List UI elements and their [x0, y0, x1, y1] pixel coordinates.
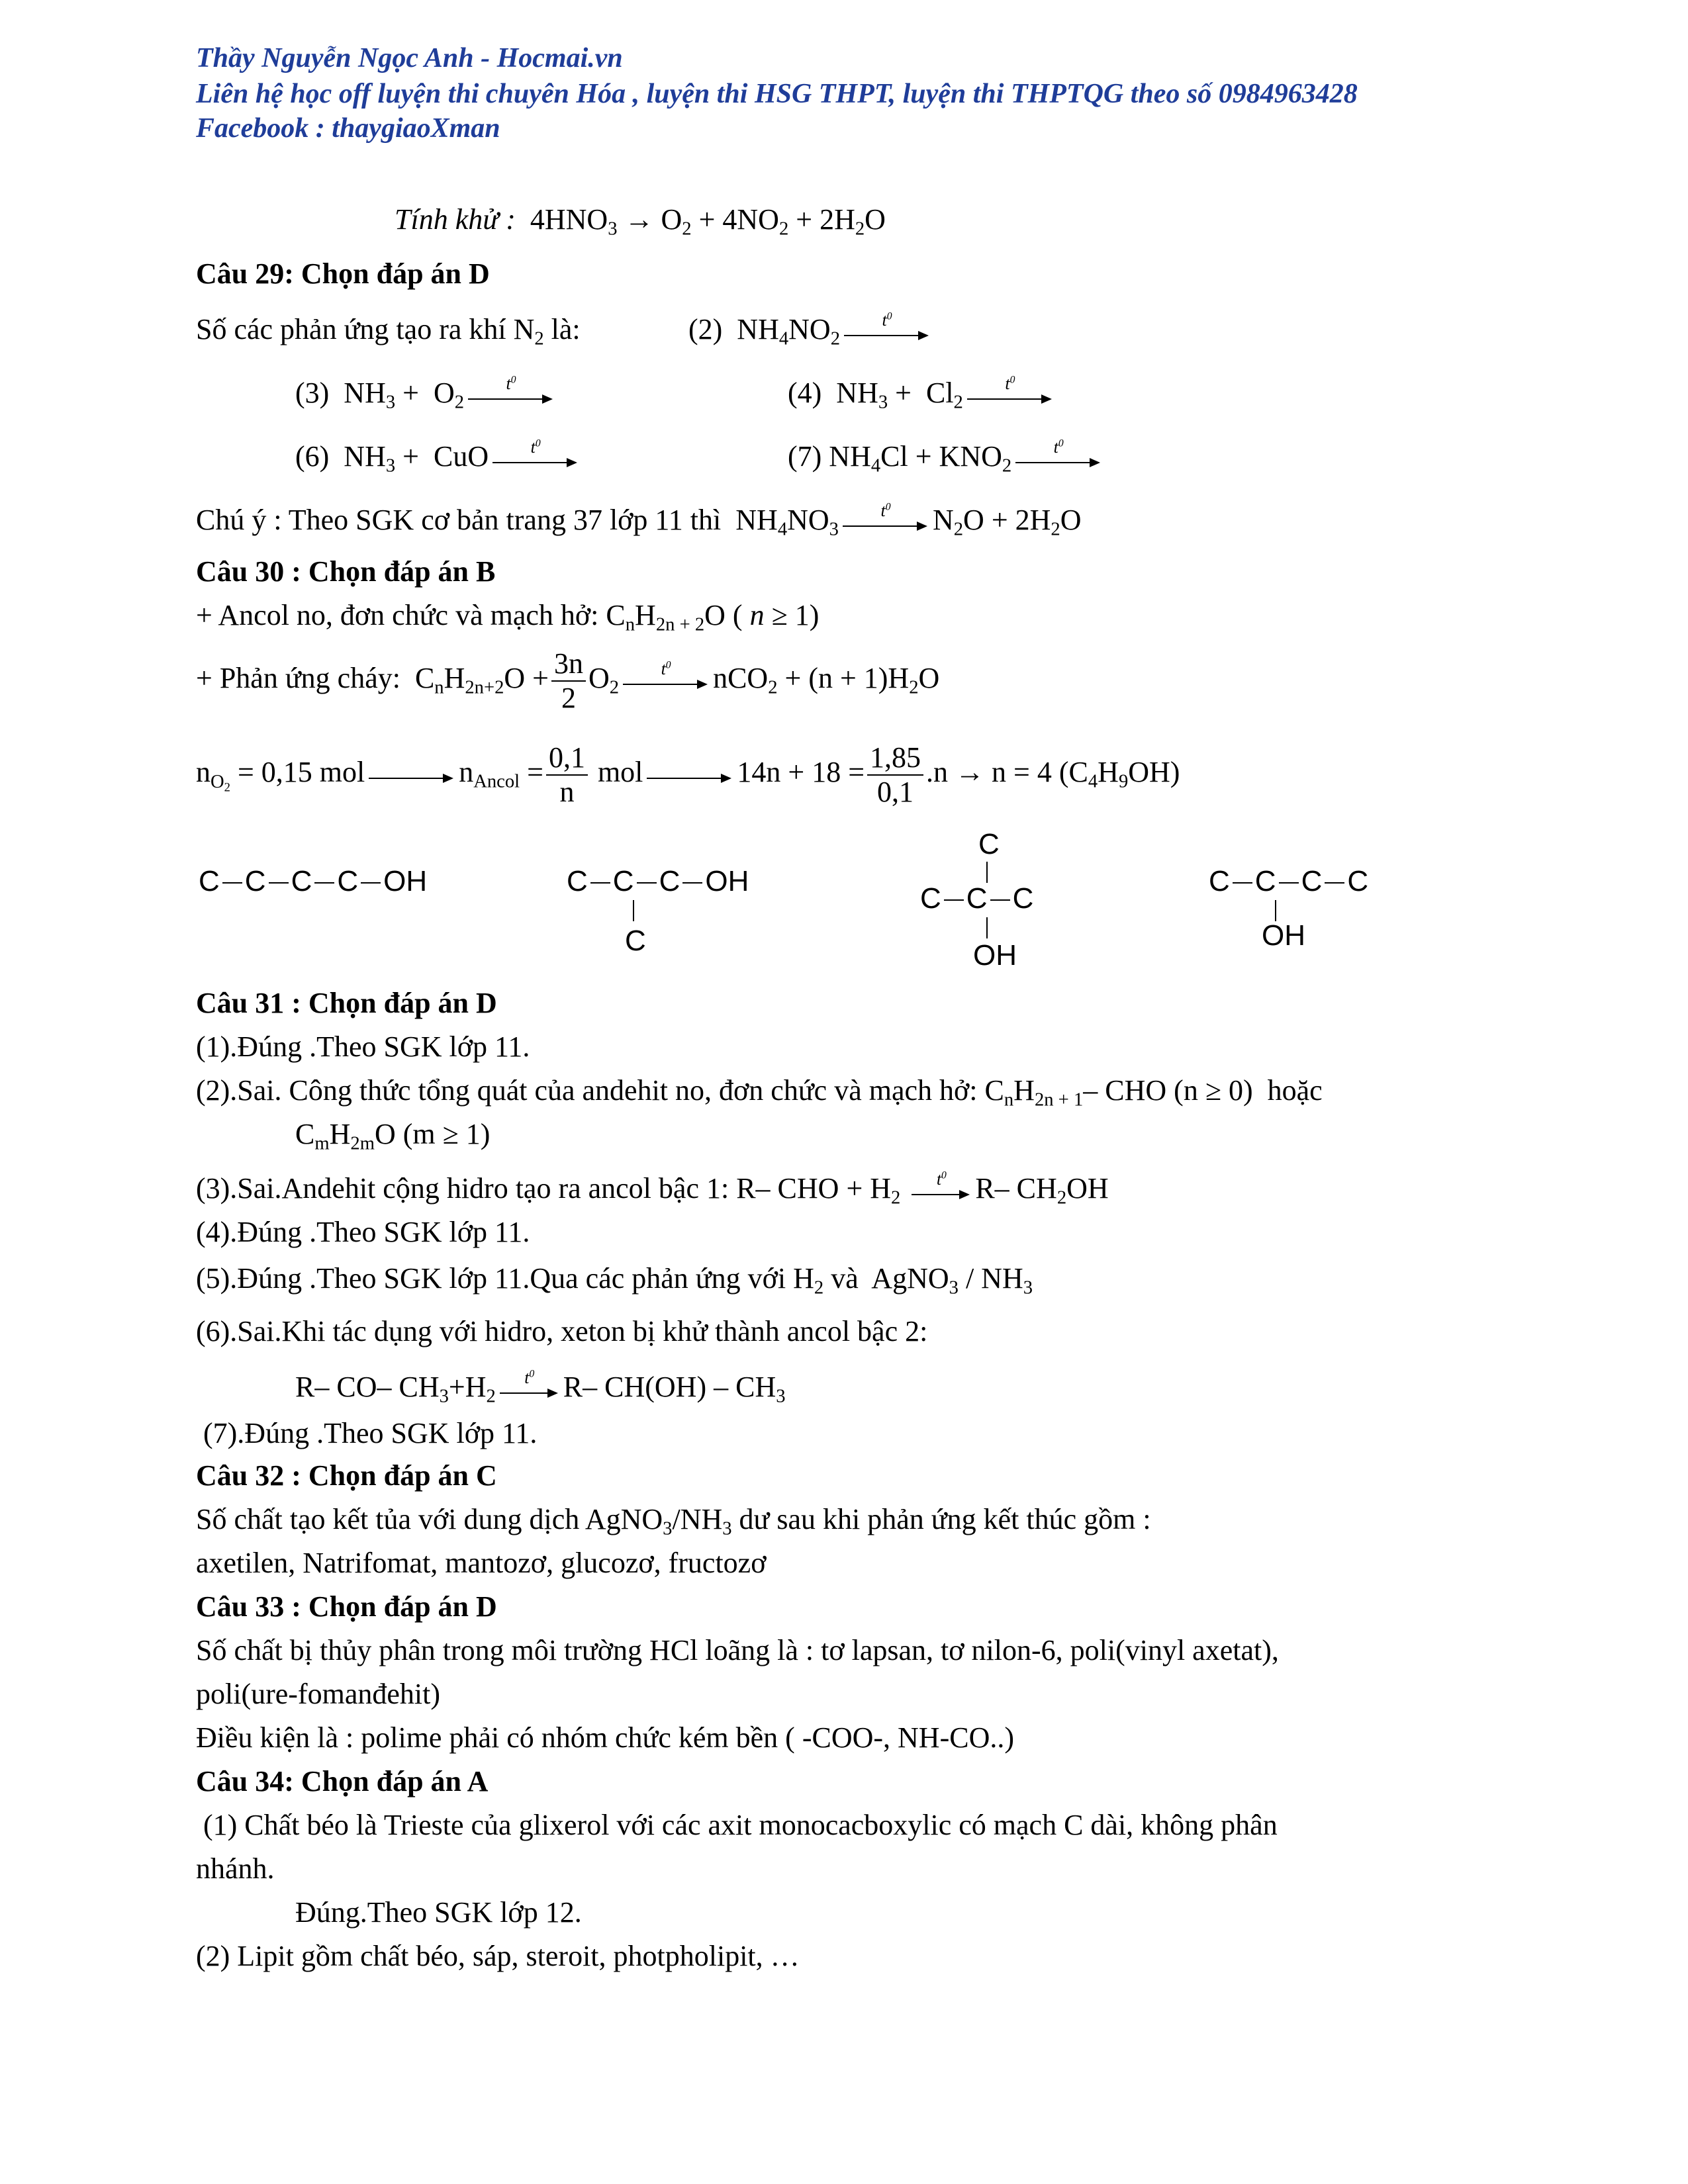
- arrow-icon: $t^0$: [843, 506, 929, 532]
- q34-line1: (1) Chất béo là Trieste của glixerol với các axit monocacboxylic có mạch C dài, không phân: [203, 1809, 1278, 1841]
- arrow-icon: $t^0$: [500, 1373, 559, 1399]
- q33-title: Câu 33 : Chọn đáp án D: [196, 1590, 497, 1623]
- q34-line3: Đúng.Theo SGK lớp 12.: [295, 1896, 582, 1929]
- q32-line2: axetilen, Natrifomat, mantozơ, glucozơ, fructozơ: [196, 1547, 767, 1579]
- q31-s3: (3).Sai.Andehit cộng hidro tạo ra ancol bậc 1: R– CHO + $H_2$ $t^0$ R– $CH_2OH$: [196, 1169, 1109, 1208]
- q31-s7: (7).Đúng .Theo SGK lớp 11.: [203, 1417, 538, 1449]
- fraction: $\frac{3n}{2}$: [551, 647, 586, 715]
- q29-note: Chú ý : Theo SGK cơ bản trang 37 lớp 11 thì $NH_4NO_3$ $t^0$ $N_2O + 2H_2O$: [196, 501, 1082, 540]
- arrow-icon: $t^0$: [912, 1174, 971, 1201]
- q34-line2: nhánh.: [196, 1852, 275, 1885]
- q30-line2: + Phản ứng cháy: $C_nH_{2n+2}O$ + $\frac{3n}{2}$ $O_2$ $t^0$ $nCO_2 + (n + 1)H_2O$: [196, 647, 940, 714]
- fraction: $\frac{1,85}{0,1}$: [867, 741, 923, 809]
- isomer-1: C C C C OH: [199, 865, 428, 897]
- fraction: $\frac{0,1}{n}$: [546, 741, 588, 809]
- q30-title: Câu 30 : Chọn đáp án B: [196, 555, 496, 588]
- q33-line2: poli(ure-fomanđehit): [196, 1678, 440, 1710]
- intro-equation: Tính khử : $4HNO_3 \to O_2 + 4NO_2 + 2H_2O$: [395, 203, 886, 240]
- q31-s6b: R– CO– $CH_3+H_2$ $t^0$ R– $CH(OH) - CH_3$: [295, 1368, 786, 1407]
- q33-line3: Điều kiện là : polime phải có nhóm chức kém bền ( -COO-, NH-CO..): [196, 1721, 1014, 1754]
- q29-r2: (2) $NH_4NO_2$ $t^0$: [688, 312, 934, 347]
- arrow-icon: [369, 758, 455, 784]
- isomer-2: C C C OH C: [567, 865, 749, 957]
- header-author: Thầy Nguyễn Ngọc Anh - Hocmai.vn: [196, 43, 623, 73]
- arrow-icon: $t^0$: [623, 664, 709, 690]
- arrow-icon: [647, 758, 733, 784]
- q34-line4: (2) Lipit gồm chất béo, sáp, steroit, photpholipit, …: [196, 1940, 800, 1972]
- q29-r3: (3) $NH_3 + O_2$ $t^0$: [295, 376, 558, 410]
- q29-text: Số các phản ứng tạo ra khí $N_2$ là:: [196, 313, 581, 349]
- arrow-icon: $t^0$: [967, 379, 1053, 405]
- arrow-icon: $t^0$: [492, 442, 579, 469]
- q31-s4: (4).Đúng .Theo SGK lớp 11.: [196, 1216, 530, 1248]
- isomer-3: C C C C OH: [920, 828, 1034, 972]
- q31-s6a: (6).Sai.Khi tác dụng với hidro, xeton bị khử thành ancol bậc 2:: [196, 1315, 928, 1347]
- arrow-icon: $t^0$: [1015, 442, 1102, 469]
- header-contact: Liên hệ học off luyện thi chuyên Hóa , luyện thi HSG THPT, luyện thi THPTQG theo số 0984963428: [196, 79, 1358, 109]
- arrow-icon: $t^0$: [844, 315, 930, 341]
- q31-title: Câu 31 : Chọn đáp án D: [196, 987, 497, 1019]
- q34-title: Câu 34: Chọn đáp án A: [196, 1765, 489, 1797]
- arrow-icon: $t^0$: [468, 379, 554, 405]
- q29-title: Câu 29: Chọn đáp án D: [196, 257, 490, 290]
- q31-s2a: (2).Sai. Công thức tổng quát của andehit no, đơn chức và mạch hở: $C_nH_{2n + 1}-$ CHO (n ≥ 0) hoặc: [196, 1074, 1323, 1111]
- q30-line1: + Ancol no, đơn chức và mạch hở: $C_nH_{2n + 2}O$ ( n ≥ 1): [196, 599, 820, 635]
- q32-title: Câu 32 : Chọn đáp án C: [196, 1459, 497, 1492]
- q29-r4: (4) $NH_3 + Cl_2$ $t^0$: [788, 376, 1057, 410]
- q29-r7: (7) $NH_4Cl + KNO_2$ $t^0$: [788, 439, 1105, 474]
- isomer-4: C C C C OH: [1209, 865, 1369, 952]
- q31-s5: (5).Đúng .Theo SGK lớp 11.Qua các phản ứng với $H_2$ và AgNO$_3$ / $NH_3$: [196, 1262, 1033, 1298]
- q29-r6: (6) $NH_3$ + CuO $t^0$: [295, 439, 583, 474]
- q33-line1: Số chất bị thủy phân trong môi trường HCl loãng là : tơ lapsan, tơ nilon-6, poli(vinyl axetat),: [196, 1634, 1279, 1666]
- q31-s1: (1).Đúng .Theo SGK lớp 11.: [196, 1030, 530, 1063]
- header-facebook: Facebook : thaygiaoXman: [196, 113, 500, 144]
- q30-calc: $n_{O_2} = 0,15$ mol $n_{Ancol}$ = $\frac{0,1}{n}$ mol 14n + 18 = $\frac{1,85}{0,1}$ .n → n = 4 $(C_4H_9OH)$: [196, 741, 1180, 808]
- q31-s2b: $C_mH_{2m}O$ (m ≥ 1): [295, 1118, 491, 1154]
- q32-line1: Số chất tạo kết tủa với dung dịch $AgNO_3/NH_3$ dư sau khi phản ứng kết thúc gồm :: [196, 1503, 1151, 1539]
